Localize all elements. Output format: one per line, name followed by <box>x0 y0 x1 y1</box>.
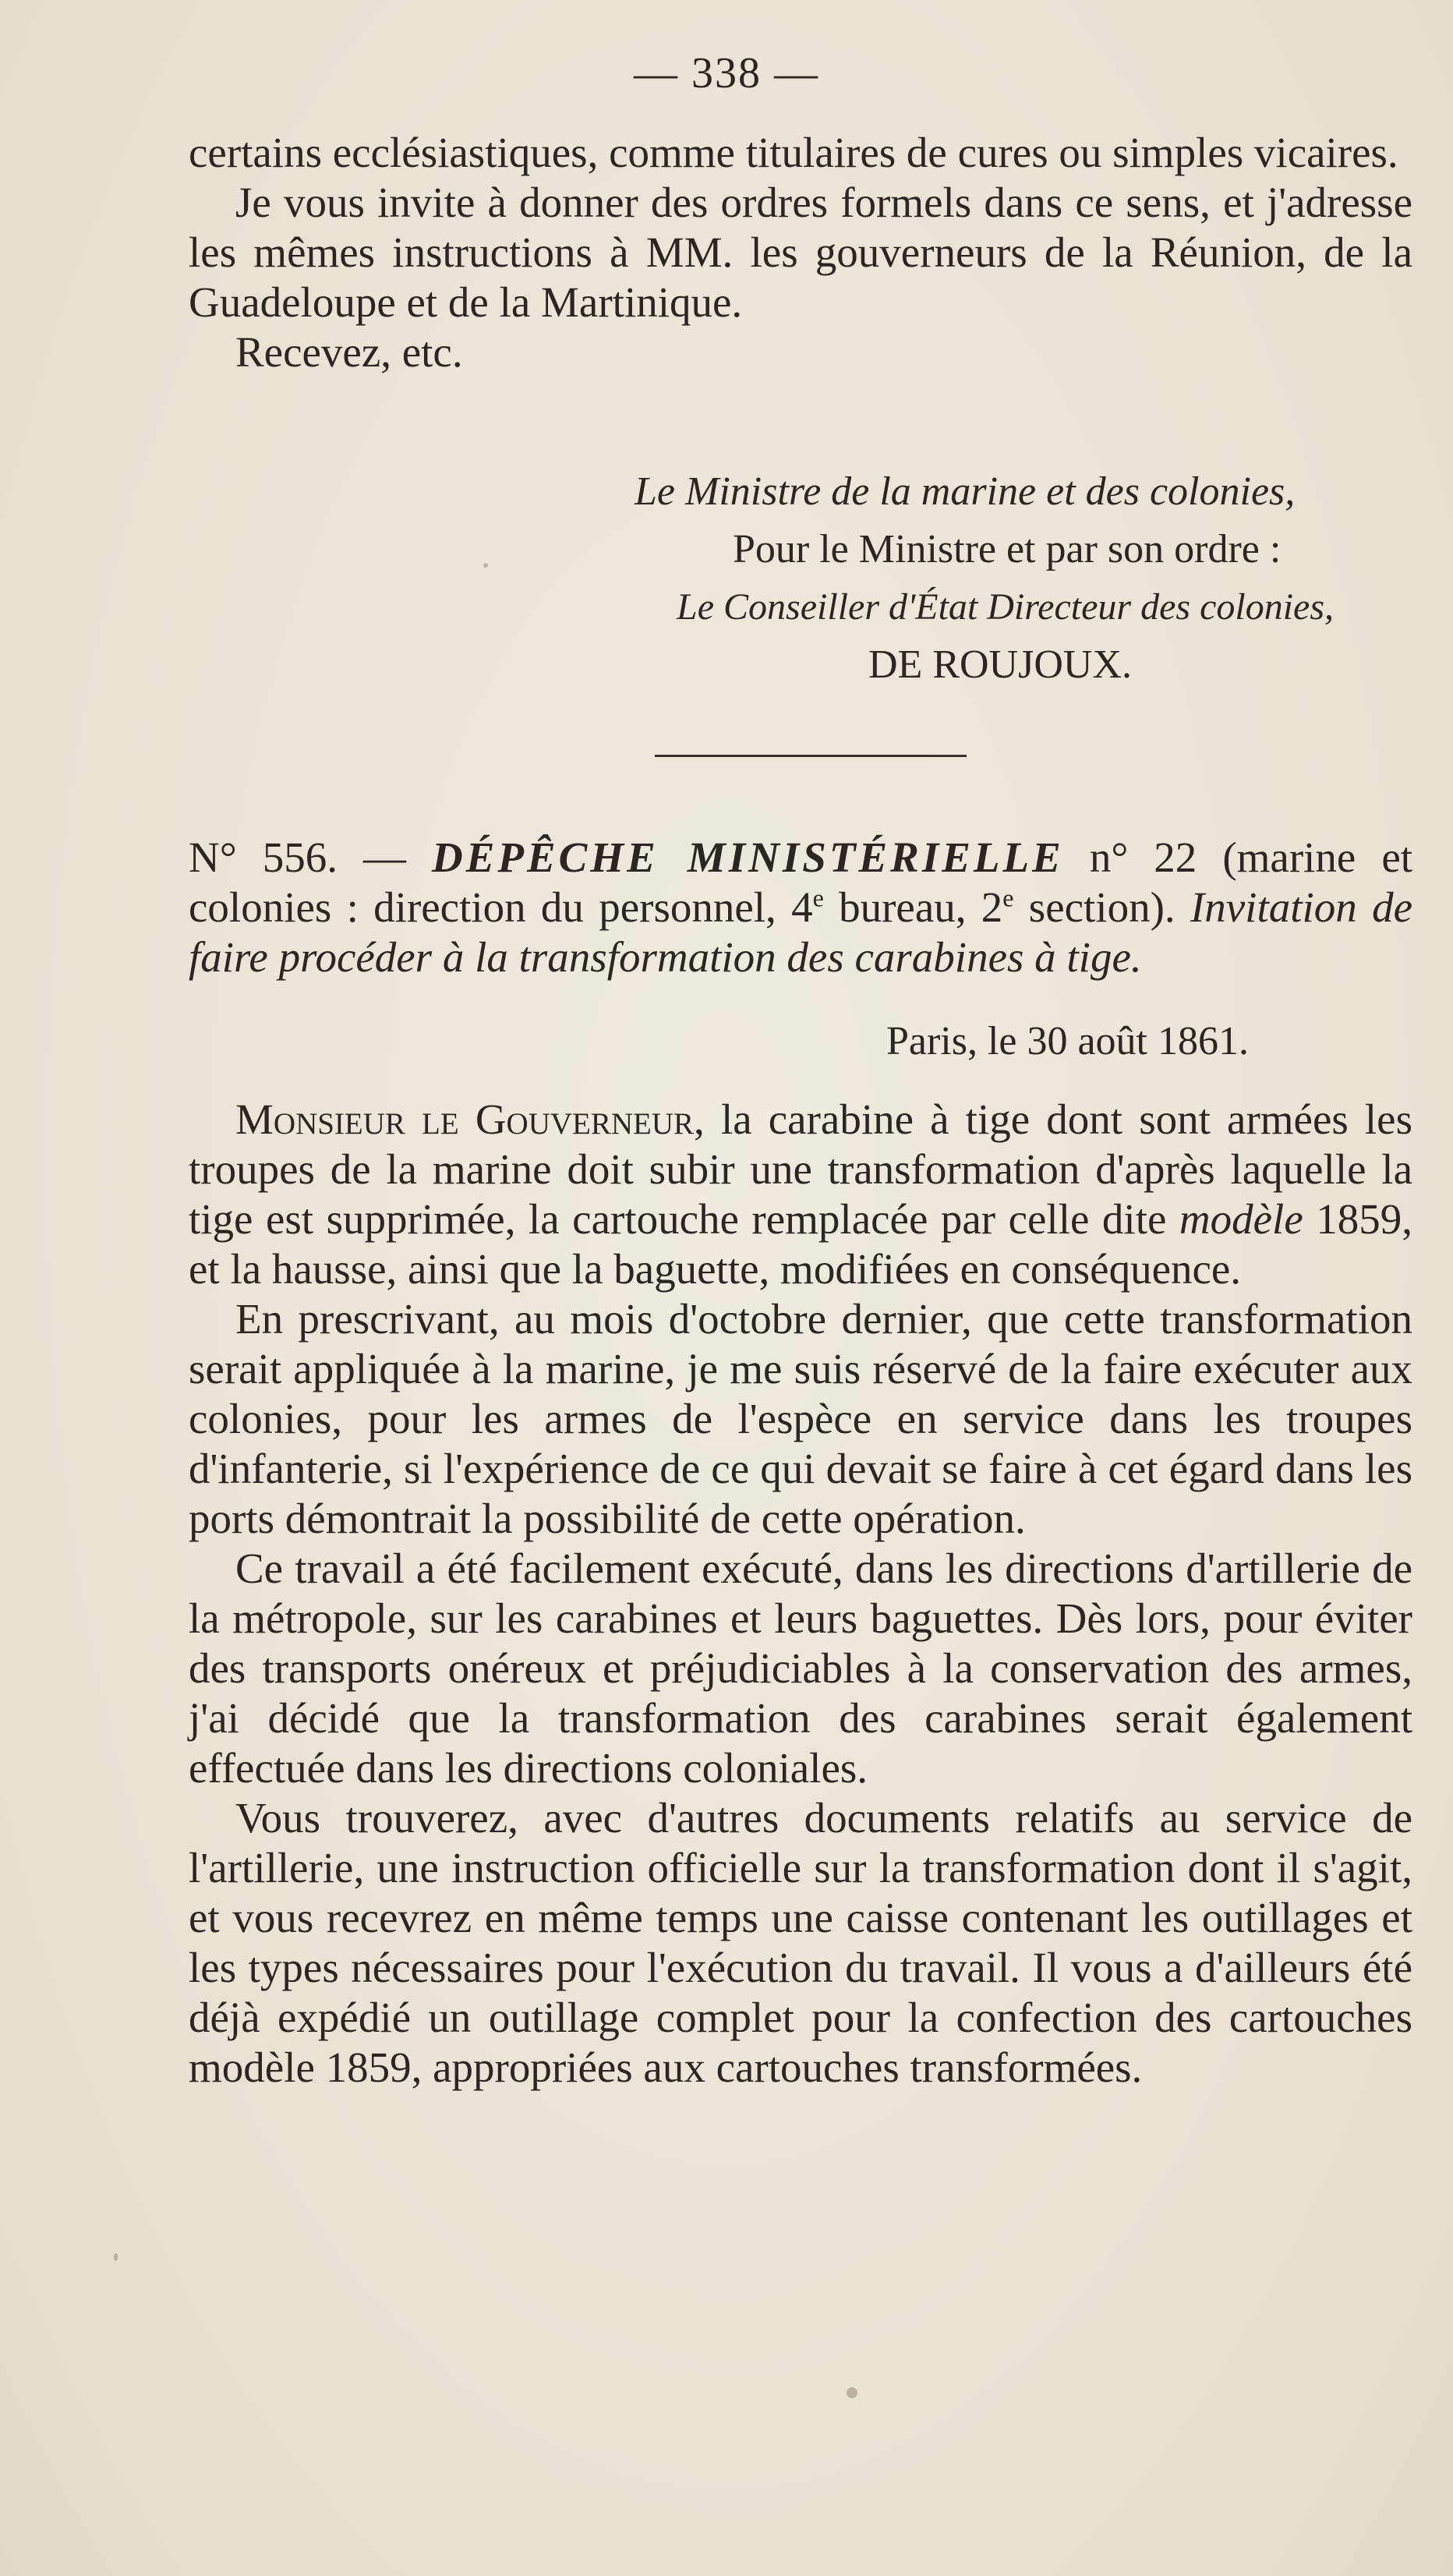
signature-name: DE ROUJOUX. <box>868 642 1132 687</box>
signature-minister: Le Ministre de la marine et des colonies, <box>635 469 1296 514</box>
paper-speck <box>847 2387 857 2398</box>
entry-number: N° 556. — <box>189 833 406 881</box>
section-divider <box>655 755 967 757</box>
entry-subject: Invitation de faire procéder à la transformation des carabines à tige. <box>189 883 1413 981</box>
paragraph-3: Ce travail a été facilement exécuté, dans les directions d'artillerie de la métropole, sur les carabines et leurs baguettes. Dès lors, pour éviter des transports onéreux et préjudiciables à la conservation des armes, j'ai décidé que la transformation des carabines serait également effectuée dans les directions coloniales. <box>189 1545 1412 1792</box>
entry-reference: n° 22 (marine et colonies : direction du personnel, 4e bureau, 2e section). <box>189 833 1413 931</box>
paper-speck <box>114 2253 118 2261</box>
paragraph-1: Monsieur le Gouverneur, la carabine à tige dont sont armées les troupes de la marine doit subir une transformation d'après laquelle la tige est supprimée, la cartouche remplacée par celle dite modèle 1859, et la hausse, ainsi que la baguette, modifiées en conséquence. <box>189 1095 1412 1293</box>
dateline: Paris, le 30 août 1861. <box>886 1019 1249 1063</box>
paragraph-2: En prescrivant, au mois d'octobre dernier, que cette transformation serait appliquée à la marine, je me suis réservé de la faire exécuter aux colonies, pour les armes de l'espèce en service dans les troupes d'infanterie, si l'expérience de ce qui devait se faire à cet égard dans les ports démontrait la possibilité de cette opération. <box>189 1295 1412 1542</box>
paragraph-4: Vous trouverez, avec d'autres documents relatifs au service de l'artillerie, une instruction officielle sur la transformation dont il s'agit, et vous recevrez en même temps une caisse contenant les outillages et les types nécessaires pour l'exécution du travail. Il vous a d'ailleurs été déjà expédié un outillage complet pour la confection des cartouches modèle 1859, appropriées aux cartouches transformées. <box>189 1794 1412 2091</box>
signature-order: Pour le Ministre et par son ordre : <box>733 527 1282 571</box>
closing-formula: Recevez, etc. <box>235 328 463 376</box>
paper-speck <box>483 563 488 568</box>
paragraph-instructions: Je vous invite à donner des ordres formels dans ce sens, et j'adresse les mêmes instructions à MM. les gouverneurs de la Réunion, de la Guadeloupe et de la Martinique. <box>189 179 1412 326</box>
signature-block <box>189 463 1412 694</box>
letter-body <box>189 1095 1412 2093</box>
intro-block <box>189 128 1412 377</box>
entry-title: DÉPÊCHE MINISTÉRIELLE <box>432 833 1064 881</box>
dateline-block <box>189 1018 1412 1064</box>
continued-paragraph: certains ecclésiastiques, comme titulaires de cures ou simples vicaires. <box>189 129 1398 176</box>
salutation: Monsieur le Gouverneur, <box>235 1095 705 1143</box>
signature-councillor: Le Conseiller d'État Directeur des colonies, <box>677 586 1335 628</box>
entry-heading <box>189 833 1412 982</box>
page-number: — 338 — <box>634 49 819 97</box>
